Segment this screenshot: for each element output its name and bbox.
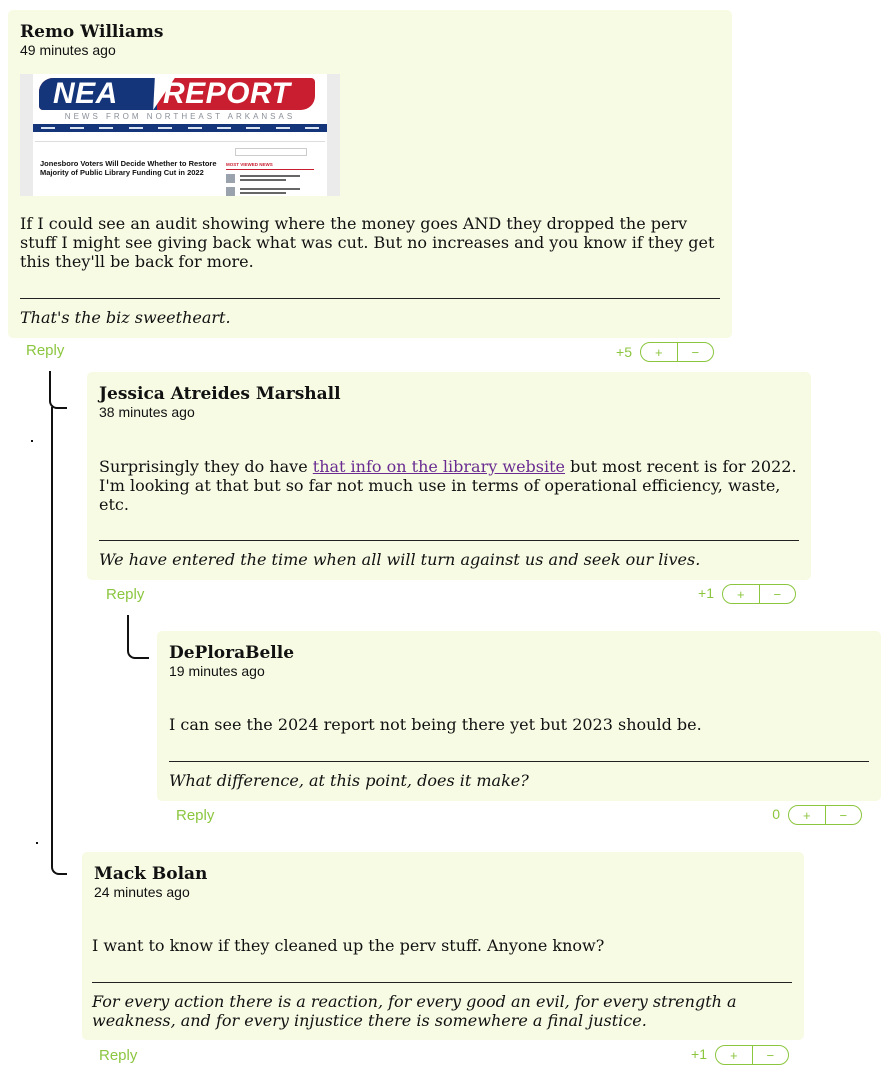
body-text-segment: Surprisingly they do have — [99, 457, 313, 476]
signature-divider — [92, 982, 792, 983]
comment-author[interactable]: DePloraBelle — [169, 643, 295, 663]
comment-author[interactable]: Remo Williams — [20, 22, 164, 42]
comment-body: I can see the 2024 report not being there yet but 2023 should be. — [169, 715, 702, 734]
article-subnav — [35, 136, 325, 142]
comment-body — [99, 457, 799, 514]
upvote-button[interactable]: + — [641, 343, 678, 361]
reply-button[interactable]: Reply — [176, 807, 215, 824]
reply-button[interactable]: Reply — [106, 586, 145, 603]
comment-signature: For every action there is a reaction, for every good an evil, for every strength a weakness, and for every injustice there is somewhere a final justice. — [92, 992, 737, 1030]
comment-author[interactable]: Mack Bolan — [94, 864, 208, 884]
downvote-button[interactable]: − — [691, 344, 700, 360]
thread-dot — [31, 440, 33, 442]
signature-divider — [20, 298, 720, 299]
upvote-button[interactable]: + — [723, 585, 760, 603]
article-sidebar-title: MOST VIEWED NEWS — [226, 162, 273, 167]
comment-timestamp[interactable]: 24 minutes ago — [94, 884, 190, 900]
vote-control — [788, 805, 862, 825]
comment-timestamp[interactable]: 38 minutes ago — [99, 404, 195, 420]
comment-timestamp[interactable]: 49 minutes ago — [20, 42, 116, 58]
reply-button[interactable]: Reply — [26, 342, 65, 359]
thread-connector — [49, 371, 67, 409]
comment-score: +5 — [616, 344, 632, 360]
nea-report-logo — [39, 78, 315, 110]
downvote-button[interactable]: − — [766, 1047, 775, 1063]
vote-control — [722, 584, 796, 604]
downvote-button[interactable]: − — [773, 586, 782, 602]
thread-dot — [36, 842, 38, 844]
comment-timestamp[interactable]: 19 minutes ago — [169, 663, 265, 679]
downvote-button[interactable]: − — [839, 807, 848, 823]
sidebar-news-item — [226, 174, 314, 183]
comment-author[interactable]: Jessica Atreides Marshall — [99, 384, 341, 404]
comment-score: 0 — [772, 806, 780, 822]
signature-divider — [169, 761, 869, 762]
upvote-button[interactable]: + — [716, 1046, 753, 1064]
upvote-button[interactable]: + — [789, 806, 826, 824]
comment-signature: What difference, at this point, does it make? — [169, 771, 529, 790]
body-text-segment: but most recent is for 2022. I'm looking at that but so far not much use in terms of operational efficiency, waste, etc. — [99, 457, 797, 514]
vote-control — [640, 342, 714, 362]
article-headline: Jonesboro Voters Will Decide Whether to Restore Majority of Public Library Funding Cut in 2022 — [40, 159, 217, 177]
reply-button[interactable]: Reply — [99, 1047, 138, 1064]
sidebar-news-item — [226, 187, 314, 196]
comment-score: +1 — [691, 1046, 707, 1062]
comment-signature: That's the biz sweetheart. — [20, 308, 231, 327]
library-website-link[interactable]: that info on the library website — [312, 457, 565, 476]
article-nav-bar — [33, 124, 327, 132]
article-screenshot — [33, 74, 327, 196]
comment-body: If I could see an audit showing where the money goes AND they dropped the perv stuff I might see giving back what was cut. But no increases and you know if they get this they'll be back for more. — [20, 214, 715, 271]
logo-right-text: REPORT — [163, 77, 291, 110]
signature-divider — [99, 540, 799, 541]
logo-left-text: NEA — [53, 77, 118, 110]
vote-control — [715, 1045, 789, 1065]
comment-image[interactable] — [20, 74, 340, 196]
thread-connector — [51, 407, 67, 875]
article-search-box — [235, 148, 307, 156]
thread-connector — [127, 615, 149, 659]
logo-tagline: NEWS FROM NORTHEAST ARKANSAS — [64, 112, 296, 121]
comment-score: +1 — [698, 585, 714, 601]
comment-body: I want to know if they cleaned up the perv stuff. Anyone know? — [92, 936, 605, 955]
comment-signature: We have entered the time when all will turn against us and seek our lives. — [99, 550, 701, 569]
